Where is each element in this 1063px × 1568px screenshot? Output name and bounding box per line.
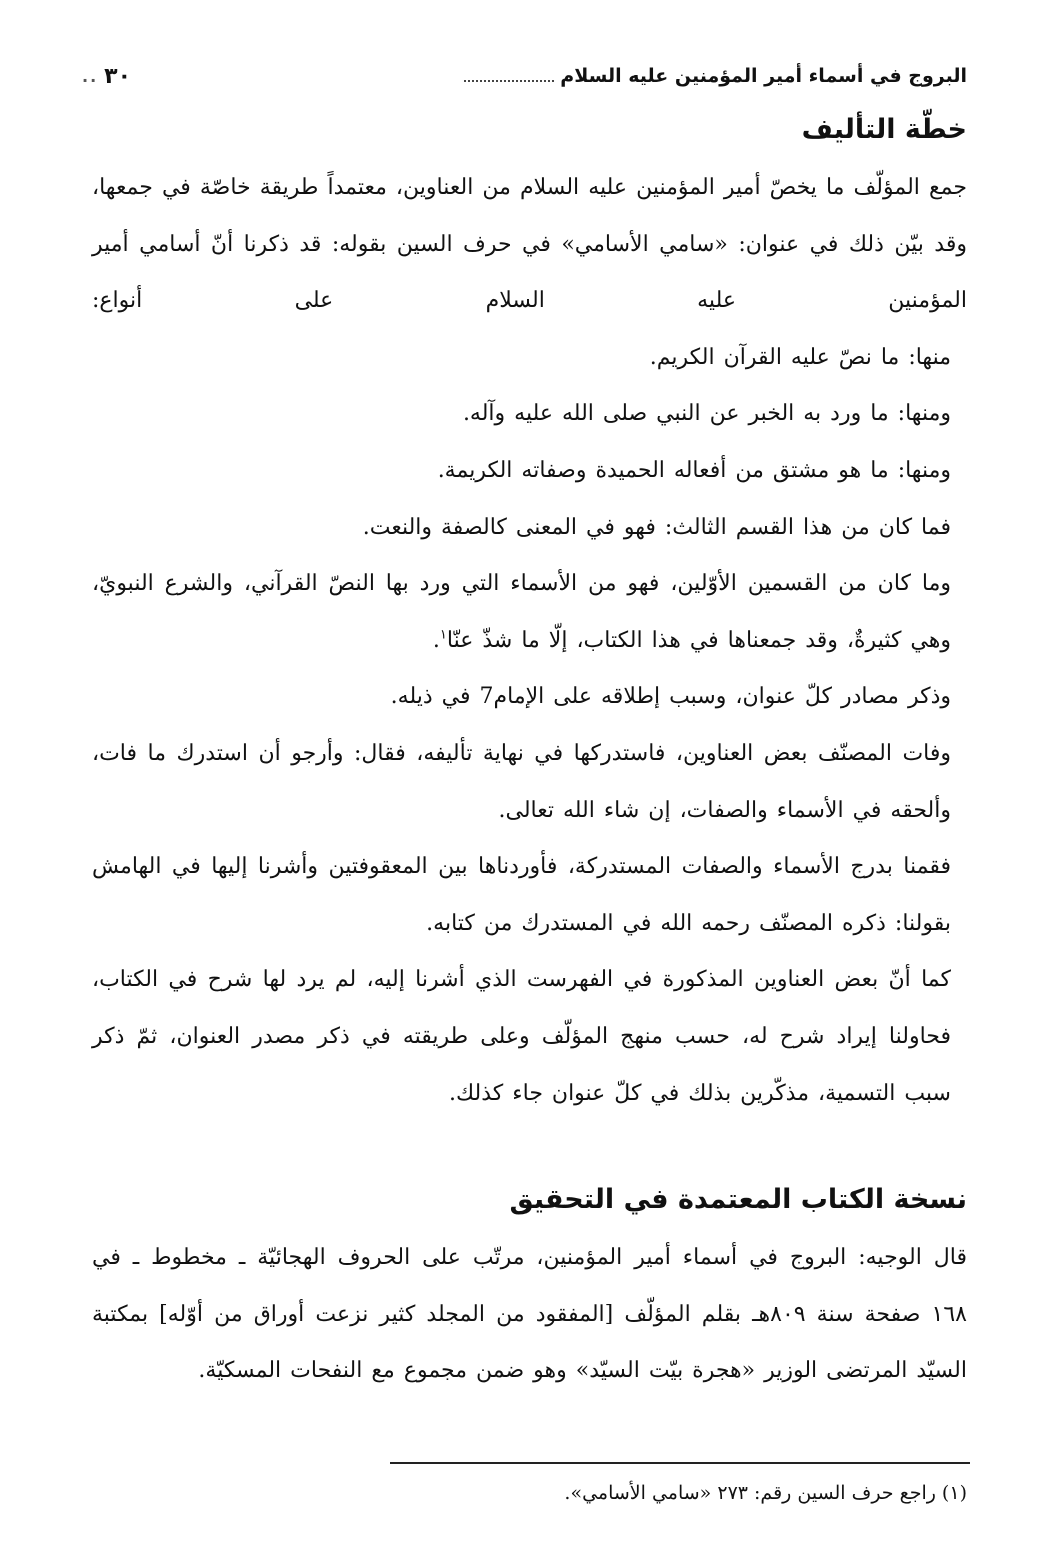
paragraph-first-two-text: وما كان من القسمين الأوّلين، فهو من الأسماء التي ورد بها النصّ القرآني، والشرع النبويّ، وهي كثيرةٌ، وقد جمعناها في هذا الكتاب، إلّا ما شذّ عنّا bbox=[92, 571, 951, 653]
paragraph-third-category: فما كان من هذا القسم الثالث: فهو في المعنى كالصفة والنعت. bbox=[362, 514, 951, 540]
page-number-group bbox=[82, 64, 131, 89]
footnote-ref[interactable]: ١ bbox=[439, 627, 447, 643]
footnote-divider bbox=[390, 1462, 970, 1464]
paragraph-explanations: كما أنّ بعض العناوين المذكورة في الفهرست الذي أشرنا إليه، لم يرد لها شرح في الكتاب، فحاولنا إيراد شرح له، حسب منهج المؤلّف وعلى طريقته في ذكر مصدر العنوان، ثمّ ذكر سبب التسمية، مذكّرين بذلك في كلّ عنوان جاء كذلك. bbox=[92, 967, 951, 1106]
list-item-quran: منها: ما نصّ عليه القرآن الكريم. bbox=[649, 344, 951, 370]
list-item-hadith: ومنها: ما ورد به الخبر عن النبي صلى الله عليه وآله. bbox=[462, 401, 951, 427]
section-heading-plan: خطّة التأليف bbox=[801, 114, 967, 145]
paragraph-added-titles: فقمنا بدرج الأسماء والصفات المستدركة، فأوردناها بين المعقوفتين وأشرنا إليها في الهامش بقولنا: ذكره المصنّف رحمه الله في المستدرك من كتابه. bbox=[92, 854, 951, 936]
paragraph-manuscript: قال الوجيه: البروج في أسماء أمير المؤمنين، مرتّب على الحروف الهجائيّة ـ مخطوط ـ في ١٦٨ صفحة سنة ٨٠٩هـ بقلم المؤلّف [المفقود من المجلد كثير نزعت أوراق من أوّله] بمكتبة السيّد المرتضى الوزير «هجرة بيّت السيّد» وهو ضمن مجموع مع النفحات المسكيّة. bbox=[92, 1245, 967, 1384]
running-header bbox=[82, 56, 967, 96]
footnote-1: (١) راجع حرف السين رقم: ٢٧٣ «سامي الأسامي». bbox=[564, 1482, 967, 1504]
paragraph-first-two-categories: وما كان من القسمين الأوّلين، فهو من الأسماء التي ورد بها النصّ القرآني، والشرع النبويّ، وهي كثيرةٌ، وقد جمعناها في هذا الكتاب، إلّا ما شذّ عنّا$^١$. bbox=[92, 571, 951, 653]
main-content bbox=[92, 100, 967, 1400]
list-item-derived: ومنها: ما هو مشتق من أفعاله الحميدة وصفاته الكريمة. bbox=[437, 457, 951, 483]
paragraph-intro: جمع المؤلّف ما يخصّ أمير المؤمنين عليه السلام من العناوين، معتمداً طريقة خاصّة في جمعها، وقد بيّن ذلك في عنوان: «سامي الأسامي» في حرف السين بقوله: قد ذكرنا أنّ أسامي أمير المؤمنين عليه السلام على أنواع: bbox=[92, 175, 967, 314]
paragraph-missed-titles: وفات المصنّف بعض العناوين، فاستدركها في نهاية تأليفه، فقال: وأرجو أن استدرك ما فات، وألحقه في الأسماء والصفات، إن شاء الله تعالى. bbox=[92, 740, 951, 823]
running-title: البروج في أسماء أمير المؤمنين عليه السلام bbox=[560, 65, 967, 87]
page-number-dots: .. bbox=[82, 66, 99, 86]
dotted-leader bbox=[464, 70, 554, 82]
section-heading-manuscript: نسخة الكتاب المعتمدة في التحقيق bbox=[509, 1184, 967, 1216]
page-number: ٣٠ bbox=[104, 63, 132, 89]
paragraph-sources: وذكر مصادر كلّ عنوان، وسبب إطلاقه على الإمام7 في ذيله. bbox=[390, 684, 951, 710]
